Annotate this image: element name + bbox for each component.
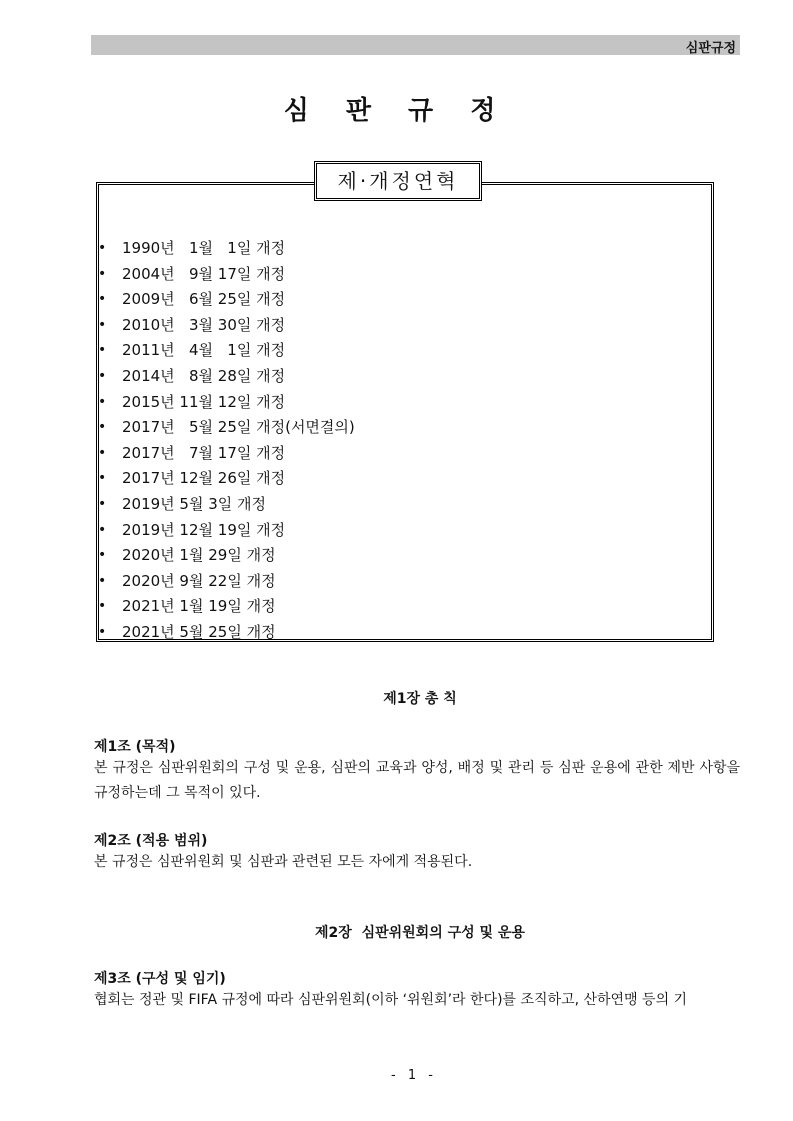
revision-item [96,262,355,288]
revision-item [96,518,355,544]
header-tag: 심판규정 [685,41,736,56]
bullet-icon: • [98,470,107,487]
article-3-title: 제3조 (구성 및 임기) [94,971,226,987]
revision-text: 2014년 8월 28일 개정 [122,366,286,385]
chapter-2-title: 제2장 심판위원회의 구성 및 운용 [315,925,525,941]
revision-item [96,338,355,364]
article-3-body: 협회는 정관 및 FIFA 규정에 따라 심판위원회(이하 ‘위원회’라 한다)를 조직하고, 산하연맹 등의 기 [94,992,688,1008]
revision-text: 2015년 11월 12일 개정 [122,392,286,411]
revision-text: 2017년 7월 17일 개정 [122,443,286,462]
revision-text: 2011년 4월 1일 개정 [122,341,286,360]
revision-item [96,364,355,390]
bullet-icon: • [98,367,107,384]
article-1-body: 본 규정은 심판위원회의 구성 및 운용, 심판의 교육과 양성, 배정 및 관리 등 심판 운용에 관한 제반 사항을 규정하는데 그 목적이 있다. [94,760,740,801]
page-number: - 1 - [391,1068,437,1083]
bullet-icon: • [98,265,107,282]
bullet-icon: • [98,547,107,564]
revision-text: 2020년 9월 22일 개정 [122,571,276,590]
revision-text: 2019년 5월 3일 개정 [122,494,267,513]
revision-text: 2017년 12월 26일 개정 [122,469,286,488]
revision-history-heading: 제·개정연혁 [314,161,482,201]
revision-history-list [96,236,355,646]
revision-text: 2010년 3월 30일 개정 [122,315,286,334]
revision-item [96,390,355,416]
revision-item [96,620,355,646]
revision-text: 2021년 1월 19일 개정 [122,597,276,616]
document-title: 심 판 규 정 [283,96,510,126]
bullet-icon: • [98,342,107,359]
revision-text: 2021년 5월 25일 개정 [122,622,276,641]
bullet-icon: • [98,393,107,410]
bullet-icon: • [98,495,107,512]
revision-item [96,313,355,339]
revision-text: 1990년 1월 1일 개정 [122,239,286,257]
revision-item [96,466,355,492]
bullet-icon: • [98,419,107,436]
article-2-title: 제2조 (적용 범위) [94,833,208,849]
revision-text: 2017년 5월 25일 개정(서면결의) [122,418,355,437]
revision-item [96,287,355,313]
revision-item [96,543,355,569]
revision-text: 2009년 6월 25일 개정 [122,290,286,309]
bullet-icon: • [98,240,107,256]
revision-item [96,492,355,518]
revision-item [96,441,355,467]
bullet-icon: • [98,291,107,308]
bullet-icon: • [98,316,107,333]
revision-text: 2020년 1월 29일 개정 [122,546,276,565]
bullet-icon: • [98,444,107,461]
bullet-icon: • [98,598,107,615]
bullet-icon: • [98,623,107,640]
article-2-body: 본 규정은 심판위원회 및 심판과 관련된 모든 자에게 적용된다. [94,854,473,870]
revision-item [96,594,355,620]
bullet-icon: • [98,521,107,538]
revision-item [96,569,355,595]
revision-text: 2019년 12월 19일 개정 [122,520,286,539]
bullet-icon: • [98,572,107,589]
revision-text: 2004년 9월 17일 개정 [122,264,286,283]
revision-item [96,415,355,441]
revision-item [96,236,355,262]
chapter-1-title: 제1장 총 칙 [383,691,457,707]
article-1-title: 제1조 (목적) [94,739,176,755]
header-bar [91,35,740,55]
